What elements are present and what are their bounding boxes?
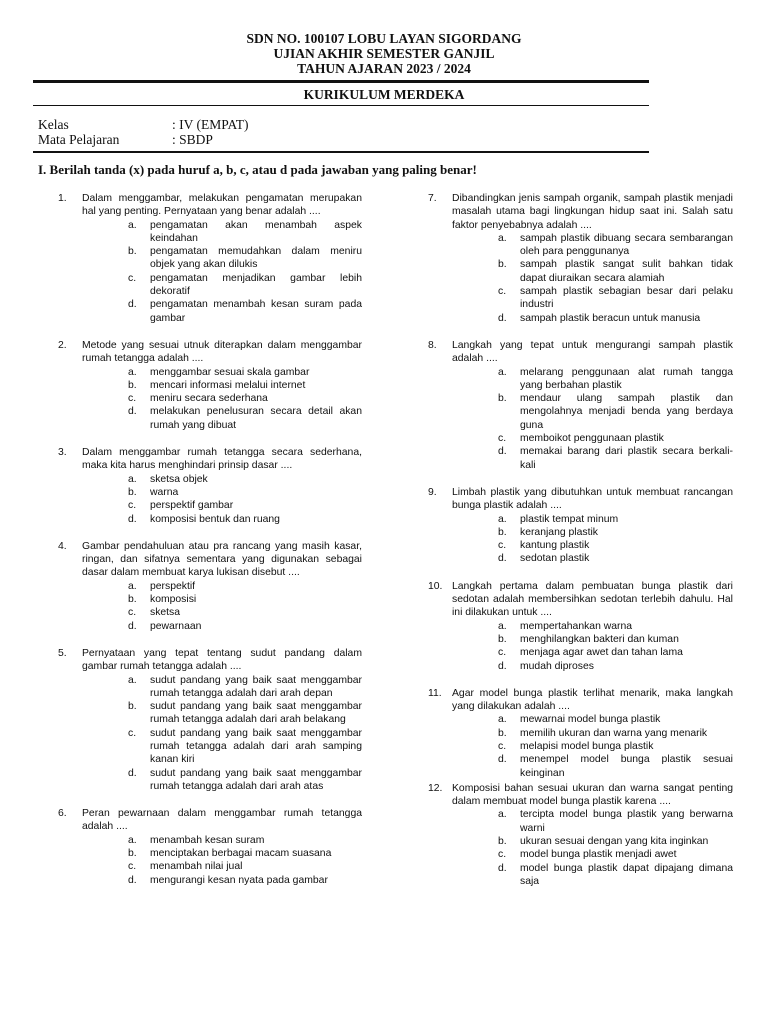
answer-option[interactable] [452, 539, 733, 552]
answer-option[interactable] [82, 219, 362, 246]
questions-left-column [58, 192, 362, 887]
option-text: mencari informasi melalui internet [150, 379, 306, 391]
questions-right-column [428, 192, 733, 888]
option-letter: b. [498, 836, 507, 848]
answer-option[interactable] [82, 473, 362, 486]
option-text: sedotan plastik [520, 553, 590, 565]
option-letter: b. [128, 486, 137, 498]
option-letter: d. [128, 513, 137, 525]
option-letter: d. [128, 299, 137, 311]
curriculum-title: KURIKULUM MERDEKA [303, 87, 465, 102]
option-text: sampah plastik beracun untuk manusia [520, 312, 701, 324]
question-number: 3. [58, 447, 67, 459]
option-letter: c. [498, 849, 507, 861]
option-letter: d. [128, 620, 137, 632]
option-text: sketsa [150, 607, 181, 619]
answer-option[interactable] [452, 713, 733, 726]
answer-option[interactable] [452, 258, 733, 285]
answer-option[interactable] [452, 445, 733, 472]
option-text: komposisi [150, 594, 197, 606]
question-item [58, 339, 362, 432]
answer-option[interactable] [82, 513, 362, 526]
class-value: : IV (EMPAT) [172, 117, 249, 132]
question-item [428, 687, 733, 780]
option-letter: d. [128, 874, 137, 886]
option-letter: a. [498, 513, 507, 525]
option-text: perspektif gambar [150, 500, 234, 512]
question-text: Metode yang sesuai utnuk diterapkan dalam menggambar rumah tetangga adalah .... [82, 339, 362, 365]
question-item [58, 540, 362, 633]
option-text: memilih ukuran dan warna yang menarik [520, 727, 708, 739]
option-text: keranjang plastik [520, 526, 598, 538]
option-text: ukuran sesuai dengan yang kita inginkan [520, 836, 709, 848]
subject-value: : SBDP [172, 132, 213, 147]
option-letter: c. [128, 272, 137, 284]
option-text: warna [150, 486, 179, 498]
option-text: pengamatan memudahkan dalam meniru objek yang akan dilukis [150, 246, 362, 271]
answer-option[interactable] [452, 513, 733, 526]
answer-option[interactable] [452, 552, 733, 565]
option-letter: a. [498, 232, 507, 244]
question-number: 4. [58, 540, 67, 552]
answer-option[interactable] [452, 835, 733, 848]
answer-option[interactable] [82, 486, 362, 499]
option-text: sudut pandang yang baik saat menggambar rumah tetangga adalah dari arah atas [150, 767, 362, 792]
option-letter: a. [128, 473, 137, 485]
school-name: SDN NO. 100107 LOBU LAYAN SIGORDANG [246, 31, 522, 46]
meta-divider [33, 151, 649, 153]
option-letter: c. [128, 607, 137, 619]
question-text: Peran pewarnaan dalam menggambar rumah tetangga adalah .... [82, 808, 362, 833]
answer-option[interactable] [452, 848, 733, 861]
answer-option[interactable] [82, 847, 362, 860]
option-text: sudut pandang yang baik saat menggambar rumah tetangga adalah dari arah belakang [150, 701, 362, 726]
question-number: 8. [428, 339, 437, 351]
header-divider [33, 80, 649, 83]
question-number: 1. [58, 193, 67, 204]
answer-option[interactable] [82, 272, 362, 299]
subject-label: Mata Pelajaran [38, 132, 120, 147]
option-text: menambah nilai jual [150, 861, 243, 873]
option-text: melakukan penelusuran secara detail akan rumah yang dibuat [150, 406, 362, 431]
option-letter: d. [498, 312, 507, 324]
question-number: 9. [428, 486, 437, 498]
option-letter: a. [128, 219, 137, 231]
option-letter: d. [498, 553, 507, 565]
option-letter: d. [128, 767, 137, 779]
question-text: Komposisi bahan sesuai ukuran dan warna sangat penting dalam membuat model bunga plastik karena .... [452, 782, 733, 808]
option-letter: c. [128, 500, 137, 512]
question-number: 12. [428, 782, 443, 794]
option-letter: c. [498, 647, 507, 659]
answer-option[interactable] [82, 366, 362, 379]
answer-option[interactable] [452, 432, 733, 445]
answer-option[interactable] [452, 808, 733, 835]
question-item [428, 339, 733, 472]
question-text: Pernyataan yang tepat tentang sudut pandang dalam gambar rumah tetangga adalah .... [82, 647, 362, 673]
question-item [58, 807, 362, 887]
answer-option[interactable] [452, 312, 733, 325]
option-text: mempertahankan warna [520, 620, 633, 632]
option-text: menciptakan berbagai macam suasana [150, 848, 332, 860]
option-letter: b. [498, 526, 507, 538]
curriculum-divider [33, 105, 649, 106]
option-letter: b. [128, 594, 137, 606]
option-letter: a. [128, 834, 137, 846]
answer-option[interactable] [452, 526, 733, 539]
academic-year: TAHUN AJARAN 2023 / 2024 [297, 61, 471, 76]
option-text: sketsa objek [150, 473, 208, 485]
option-text: menempel model bunga plastik sesuai keinginan [520, 754, 733, 779]
answer-option[interactable] [82, 298, 362, 325]
option-letter: c. [498, 433, 507, 445]
option-letter: a. [128, 366, 137, 378]
option-text: mewarnai model bunga plastik [520, 714, 661, 726]
answer-option[interactable] [452, 232, 733, 259]
option-text: pengamatan menambah kesan suram pada gambar [150, 299, 362, 324]
answer-option[interactable] [82, 620, 362, 633]
option-letter: d. [498, 446, 507, 458]
option-text: mengurangi kesan nyata pada gambar [150, 874, 328, 886]
question-item [428, 782, 733, 888]
question-number: 5. [58, 647, 67, 659]
option-text: mudah diproses [520, 660, 594, 672]
answer-option[interactable] [82, 606, 362, 619]
option-letter: b. [498, 393, 507, 405]
option-letter: b. [128, 701, 137, 713]
answer-option[interactable] [452, 620, 733, 633]
answer-option[interactable] [452, 366, 733, 393]
question-number: 2. [58, 339, 67, 351]
question-text: Langkah yang tepat untuk mengurangi sampah plastik adalah .... [452, 339, 733, 365]
option-letter: b. [498, 259, 507, 271]
option-letter: c. [498, 540, 507, 552]
answer-option[interactable] [82, 245, 362, 272]
option-letter: a. [128, 674, 137, 686]
question-item [58, 446, 362, 526]
option-text: menghilangkan bakteri dan kuman [520, 633, 679, 645]
option-text: kantung plastik [520, 540, 590, 552]
option-letter: c. [128, 861, 137, 873]
answer-option[interactable] [82, 499, 362, 512]
option-text: sampah plastik sangat sulit bahkan tidak dapat diuraikan secara alamiah [520, 259, 733, 284]
class-label: Kelas [38, 117, 69, 132]
option-text: melarang penggunaan alat rumah tangga yang berbahan plastik [520, 366, 733, 391]
option-letter: b. [128, 379, 137, 391]
question-text: Gambar pendahuluan atau pra rancang yang masih kasar, ringan, dan sifatnya sementara yang digunakan sebagai dasar dalam membuat karya lukisan disebut .... [82, 540, 362, 579]
answer-option[interactable] [82, 392, 362, 405]
answer-option[interactable] [452, 753, 733, 780]
option-letter: b. [128, 246, 137, 258]
option-letter: b. [498, 727, 507, 739]
answer-option[interactable] [82, 834, 362, 847]
answer-option[interactable] [452, 633, 733, 646]
question-text: Langkah pertama dalam pembuatan bunga plastik dari sedotan adalah membersihkan sedotan terlebih dahulu. Hal ini dilakukan untuk .... [452, 580, 733, 619]
answer-option[interactable] [452, 646, 733, 659]
answer-option[interactable] [82, 379, 362, 392]
question-item [428, 192, 733, 325]
option-text: pewarnaan [150, 620, 202, 632]
option-text: meniru secara sederhana [150, 393, 268, 405]
option-letter: d. [498, 754, 507, 766]
option-text: plastik tempat minum [520, 513, 619, 525]
question-number: 7. [428, 193, 437, 204]
option-letter: a. [498, 714, 507, 726]
question-number: 11. [428, 687, 442, 699]
option-letter: a. [498, 809, 507, 821]
exam-title: UJIAN AKHIR SEMESTER GANJIL [273, 46, 495, 61]
question-text: Dalam menggambar, melakukan pengamatan merupakan hal yang penting. Pernyataan yang benar adalah .... [82, 193, 362, 218]
question-item [58, 192, 362, 325]
question-item [428, 486, 733, 566]
option-text: menjaga agar awet dan tahan lama [520, 647, 683, 659]
option-letter: c. [498, 740, 507, 752]
option-letter: b. [498, 633, 507, 645]
question-item [428, 580, 733, 673]
option-letter: c. [128, 393, 137, 405]
answer-option[interactable] [82, 593, 362, 606]
question-text: Dibandingkan jenis sampah organik, sampah plastik menjadi masalah utama bagi lingkungan hidup saat ini. Salah satu faktor penyebabnya adalah .... [452, 193, 733, 231]
question-number: 6. [58, 808, 67, 820]
option-text: memboikot penggunaan plastik [520, 433, 664, 445]
answer-option[interactable] [82, 700, 362, 727]
question-text: Dalam menggambar rumah tetangga secara sederhana, maka kita harus menghindari prinsip dasar .... [82, 447, 362, 472]
option-text: menggambar sesuai skala gambar [150, 366, 310, 378]
answer-option[interactable] [82, 874, 362, 887]
option-text: model bunga plastik menjadi awet [520, 849, 677, 861]
question-text: Limbah plastik yang dibutuhkan untuk membuat rancangan bunga plastik adalah .... [452, 486, 733, 512]
option-text: model bunga plastik dapat dipajang dimana saja [520, 862, 733, 887]
option-letter: b. [128, 848, 137, 860]
answer-option[interactable] [452, 392, 733, 432]
option-letter: d. [128, 406, 137, 418]
option-letter: a. [498, 366, 507, 378]
option-letter: c. [128, 727, 137, 739]
answer-option[interactable] [82, 405, 362, 432]
option-text: sampah plastik dibuang secara sembarangan oleh para penggunanya [520, 232, 733, 258]
option-text: tercipta model bunga plastik yang berwarna warni [520, 809, 733, 834]
answer-option[interactable] [82, 860, 362, 873]
option-text: sampah plastik sebagian besar dari pelaku industri [520, 286, 733, 311]
option-letter: d. [498, 660, 507, 672]
option-text: pengamatan akan menambah aspek keindahan [150, 219, 362, 244]
option-text: sudut pandang yang baik saat menggambar rumah tetangga adalah dari arah samping kanan kiri [150, 727, 362, 766]
option-letter: d. [498, 862, 507, 874]
option-text: menambah kesan suram [150, 834, 265, 846]
option-letter: a. [128, 580, 137, 592]
answer-option[interactable] [82, 767, 362, 794]
option-letter: c. [498, 286, 507, 298]
answer-option[interactable] [452, 740, 733, 753]
option-letter: a. [498, 620, 507, 632]
answer-option[interactable] [452, 285, 733, 312]
question-text: Agar model bunga plastik terlihat menarik, maka langkah yang dilakukan adalah .... [452, 687, 733, 713]
option-text: perspektif [150, 580, 196, 592]
instruction: I. Berilah tanda (x) pada huruf a, b, c, atau d pada jawaban yang paling benar! [38, 162, 477, 177]
answer-option[interactable] [452, 660, 733, 673]
answer-option[interactable] [452, 862, 733, 889]
answer-option[interactable] [82, 674, 362, 701]
answer-option[interactable] [82, 580, 362, 593]
option-text: pengamatan menjadikan gambar lebih dekoratif [150, 272, 362, 298]
option-text: mendaur ulang sampah plastik dan mengolahnya menjadi benda yang berdaya guna [520, 393, 733, 431]
option-text: melapisi model bunga plastik [520, 740, 654, 752]
option-text: sudut pandang yang baik saat menggambar rumah tetangga adalah dari arah depan [150, 674, 362, 699]
option-text: memakai barang dari plastik secara berkali-kali [520, 446, 733, 471]
question-item [58, 647, 362, 793]
question-number: 10. [428, 580, 443, 592]
option-text: komposisi bentuk dan ruang [150, 513, 280, 525]
answer-option[interactable] [82, 727, 362, 767]
answer-option[interactable] [452, 727, 733, 740]
